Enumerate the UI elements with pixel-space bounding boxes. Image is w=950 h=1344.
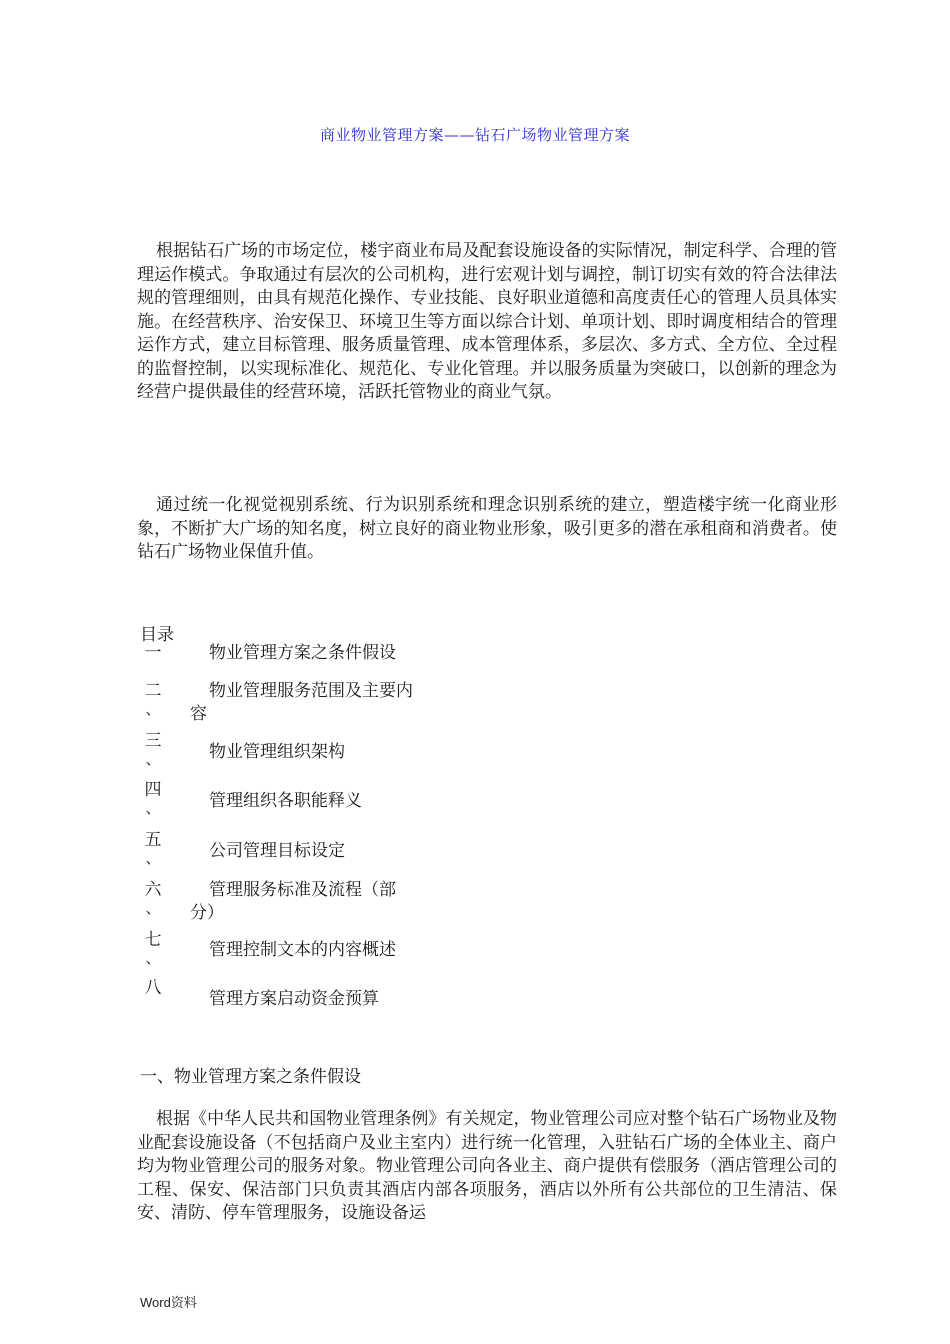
section-1-paragraph: 根据《中华人民共和国物业管理条例》有关规定，物业管理公司应对整个钻石广场物业及物业配套设施设备（不包括商户及业主室内）进行统一化管理，入驻钻石广场的全体业主、商户均为物业管理公司的服务对象。物业管理公司向各业主、商户提供有偿服务（酒店管理公司的工程、保安、保洁部门只负责其酒店内部各项服务，酒店以外所有公共部位的卫生清洁、保安、清防、停车管理服务，设施设备运: [137, 1109, 837, 1223]
toc-item-3[interactable]: 物业管理组织架构: [209, 742, 345, 762]
footer-label: Word资料: [140, 1295, 197, 1310]
toc-number-8: 八: [144, 978, 162, 998]
toc-heading: 目录: [140, 625, 174, 645]
section-heading-1: 一、物业管理方案之条件假设: [140, 1067, 361, 1087]
toc-number-7: 七 、: [144, 930, 162, 967]
toc-number-3: 三 、: [144, 731, 162, 768]
intro-paragraph-1: 根据钻石广场的市场定位，楼宇商业布局及配套设施设备的实际情况，制定科学、合理的管理运作模式。争取通过有层次的公司机构，进行宏观计划与调控，制订切实有效的符合法律法规的管理细则，由具有规范化操作、专业技能、良好职业道德和高度责任心的管理人员具体实施。在经营秩序、治安保卫、环境卫生等方面以综合计划、单项计划、即时调度相结合的管理运作方式，建立目标管理、服务质量管理、成本管理体系，多层次、多方式、全方位、全过程的监督控制，以实现标准化、规范化、专业化管理。并以服务质量为突破口，以创新的理念为经营户提供最佳的经营环境，活跃托管物业的商业气氛。: [137, 241, 837, 402]
toc-item-6[interactable]: 管理服务标准及流程（部 分）: [190, 880, 396, 923]
toc-item-4[interactable]: 管理组织各职能释义: [209, 791, 362, 811]
document-title: 商业物业管理方案——钻石广场物业管理方案: [319, 126, 630, 144]
toc-number-5: 五 、: [144, 830, 162, 867]
toc-item-8[interactable]: 管理方案启动资金预算: [209, 989, 379, 1009]
toc-item-1[interactable]: 物业管理方案之条件假设: [209, 643, 396, 663]
toc-number-4: 四 、: [144, 780, 162, 817]
toc-number-6: 六 、: [144, 880, 162, 917]
toc-number-1: 一: [144, 643, 162, 663]
toc-item-5[interactable]: 公司管理目标设定: [209, 841, 345, 861]
toc-item-7[interactable]: 管理控制文本的内容概述: [209, 940, 396, 960]
intro-paragraph-2: 通过统一化视觉视别系统、行为识别系统和理念识别系统的建立，塑造楼宇统一化商业形象，不断扩大广场的知名度，树立良好的商业物业形象，吸引更多的潜在承租商和消费者。使钻石广场物业保值升值。: [137, 495, 837, 562]
toc-number-2: 二 、: [144, 681, 162, 718]
toc-item-2[interactable]: 物业管理服务范围及主要内 容: [190, 681, 413, 724]
